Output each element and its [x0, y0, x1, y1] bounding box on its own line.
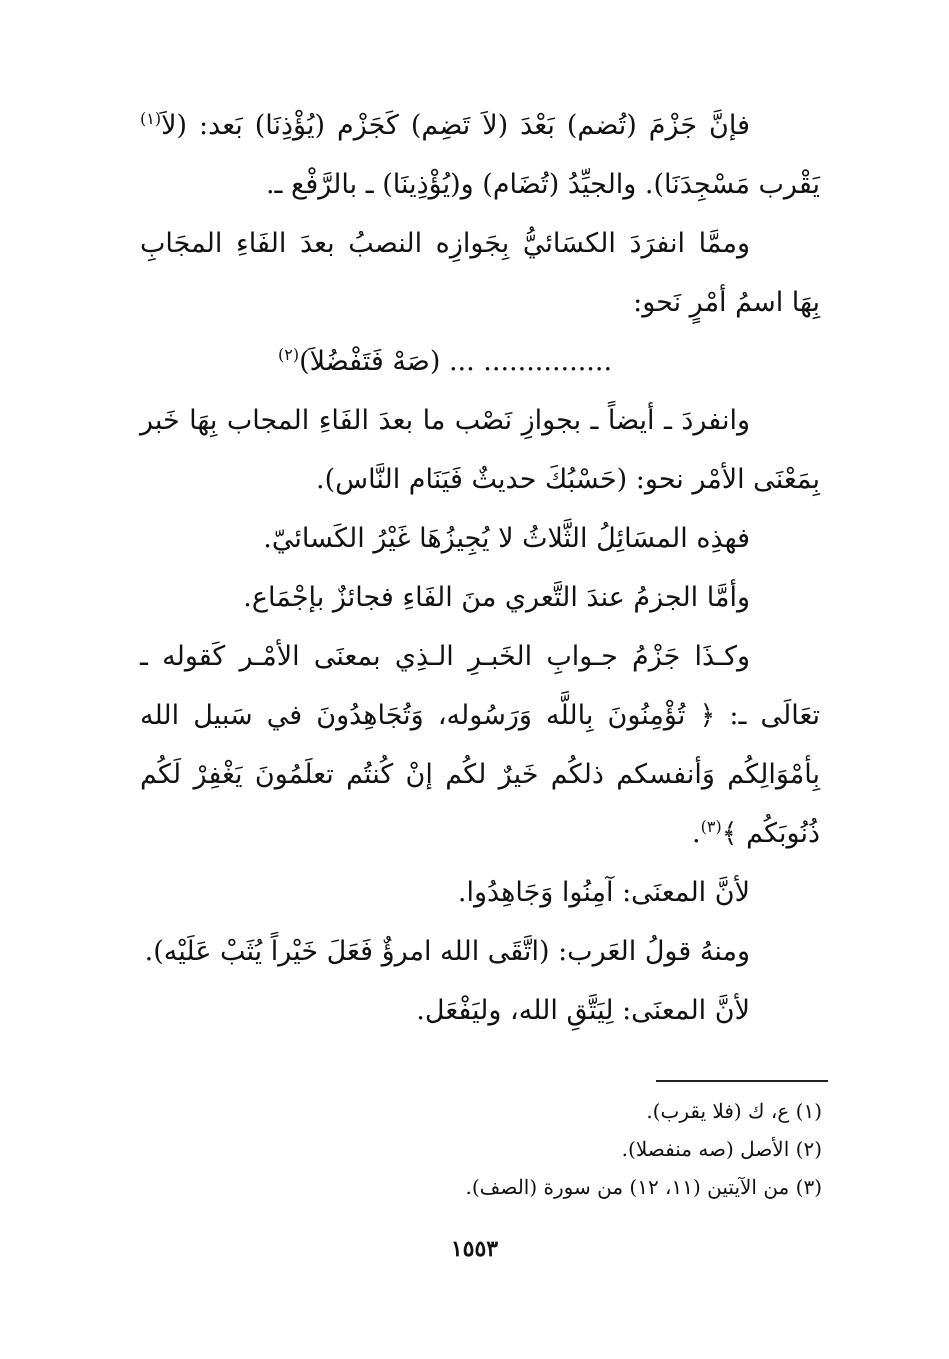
paragraph-8: ومنهُ قولُ العَرب: (اتَّقَى الله امرؤٌ فَعَلَ خَيْراً يُثَبْ عَلَيْه).: [144, 936, 750, 967]
paragraph-7: لأنَّ المعنَى: آمِنُوا وَجَاهِدُوا.: [457, 877, 750, 908]
paragraph-2: وممَّا انفرَدَ الكسَائيُّ بِجَوازِه النصبُ بعدَ الفَاءِ المجَابِ بِهَا اسمُ أمْرٍ نَحو:: [140, 228, 820, 318]
paragraph-9: لأنَّ المعنَى: لِيَتَّقِ الله، وليَفْعَل.: [416, 995, 750, 1026]
paragraph-1: [140, 96, 820, 214]
footnotes: [300, 1092, 822, 1206]
paragraph-5: وأمَّا الجزمُ عندَ التَّعري منَ الفَاءِ فجائزٌ بإجْمَاع.: [243, 582, 750, 613]
paragraph-3: وانفردَ ـ أيضاً ـ بجوازِ نَصْب ما بعدَ الفَاءِ المجاب بِهَا خَبر بِمَعْنَى الأمْر نحو: (حَسْبُكَ حديثٌ فَيَنَام النَّاس).: [140, 405, 820, 495]
paragraph-6-end: .: [692, 818, 701, 849]
verse-dots: ............... ...: [448, 346, 613, 377]
paragraph-4: فهذِه المسَائِلُ الثَّلاثُ لا يُجِيزُهَا غَيْرُ الكَسائيّ.: [263, 523, 750, 554]
footnote-1: (١) ع، ك (فلا يقرب).: [646, 1099, 822, 1123]
footnote-divider: [656, 1080, 828, 1082]
footnote-ref-2: (٢): [277, 345, 300, 364]
footnote-ref-1: (١): [140, 109, 162, 128]
page-number: ١٥٥٣: [450, 1236, 499, 1262]
paragraph-1-line-1: فإنَّ جَزْمَ (تُضم) بَعْدَ (لاَ تَضِم) كَجَزْم (يُؤْذِنَا) بَعد: (لاَ: [161, 110, 750, 141]
footnote-3: (٣) من الآيتين (١١، ١٢) من سورة (الصف).: [465, 1175, 822, 1199]
footnote-2: (٢) الأصل (صه منفصلا).: [621, 1137, 822, 1161]
main-text: [140, 96, 820, 1040]
footnote-ref-3: (٣): [700, 817, 722, 836]
verse-line: [140, 332, 820, 391]
paragraph-6: [140, 627, 820, 863]
paragraph-1-line-2: يَقْرب مَسْجِدَنَا). والجيِّدُ (تُضَام) و(يُؤْذِينَا) ـ بالرَّفْع ـ.: [265, 169, 820, 200]
paragraph-6-text: وكـذَا جَزْمُ جـوابِ الخَبـرِ الـذِي بمعنَى الأمْـر كَقوله ـ تعَالَى ـ: ﴿ تُؤْمِنُونَ بِاللَّه وَرَسُوله، وَتُجَاهِدُونَ في سَبيل الله بِأمْوَالِكُم وَأنفسكم ذلكُم خَيرٌ لكُم إنْ كُنتُم تعلَمُونَ يَغْفِرْ لَكُم ذُنُوبَكُم ﴾: [140, 641, 820, 849]
verse-text: (صَهْ فَتَفْضُلاَ): [299, 346, 441, 377]
